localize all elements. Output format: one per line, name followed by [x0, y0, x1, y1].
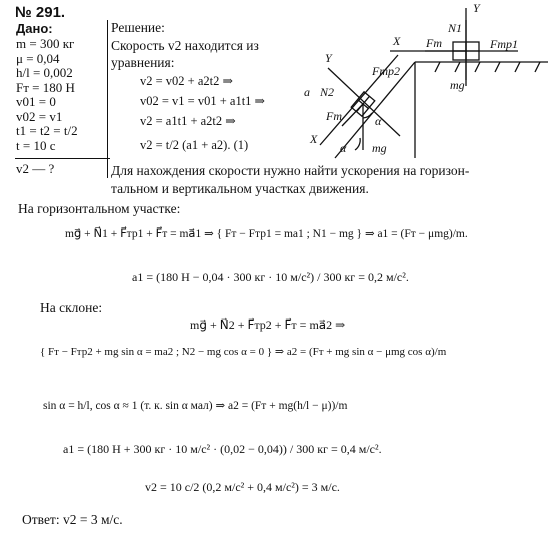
label-y-slope: Y — [325, 51, 332, 65]
label-ftr1: Fтр1 — [490, 37, 518, 51]
answer: Ответ: v2 = 3 м/с. — [22, 512, 123, 527]
label-mg-top: mg — [450, 78, 465, 92]
label-x-slope: X — [310, 132, 318, 146]
given-item: m = 300 кг — [16, 36, 75, 51]
given-item: Fт = 180 Н — [16, 79, 75, 95]
label-n2: N2 — [320, 85, 335, 99]
given-item: h/l = 0,002 — [16, 65, 73, 80]
equation-1: v2 = v02 + a2t2 ⇒ — [140, 74, 233, 88]
label-alpha-2: α — [340, 141, 347, 155]
force-diagram — [290, 0, 550, 160]
slope-equation-4: a1 = (180 Н + 300 кг · 10 м/с² · (0,02 − 0,04)) / 300 кг = 0,4 м/с². — [63, 442, 382, 456]
given-separator — [107, 20, 108, 178]
horizontal-equation-1: mg⃗ + N⃗1 + F⃗тр1 + F⃗т = ma⃗1 ⇒ { Fт − Fтр1 = ma1 ; N1 − mg } ⇒ a1 = (Fт − μmg)/m. — [65, 228, 468, 240]
label-ftr2: Fтр2 — [372, 64, 400, 78]
equation-4: v2 = t/2 (a1 + a2). (1) — [140, 138, 249, 152]
given-list — [16, 37, 78, 153]
label-mg-slope: mg — [372, 141, 387, 155]
solution-intro-1: Скорость v2 находится из — [111, 38, 259, 53]
slope-equation-1: mg⃗ + N⃗2 + F⃗тр2 + F⃗т = ma⃗2 ⇒ — [190, 318, 346, 332]
label-x-top: X — [393, 34, 401, 48]
label-alpha-1: α — [375, 114, 382, 128]
slope-equation-5: v2 = 10 с/2 (0,2 м/с² + 0,4 м/с²) = 3 м/с. — [145, 480, 340, 494]
given-item: μ = 0,04 — [16, 50, 60, 66]
equation-2: v02 = v1 = v01 + a1t1 ⇒ — [140, 94, 266, 108]
given-item: t = 10 с — [16, 137, 56, 153]
solution-header: Решение: — [111, 20, 165, 35]
paragraph-line-1: Для нахождения скорости нужно найти ускорения на горизон- — [111, 163, 470, 178]
horizontal-label: На горизонтальном участке: — [18, 201, 181, 216]
label-n1: N1 — [448, 21, 463, 35]
find-value: v2 — ? — [16, 161, 55, 176]
label-ft-top: Fт — [426, 36, 442, 50]
equation-3: v2 = a1t1 + a2t2 ⇒ — [140, 114, 236, 128]
problem-number: № 291. — [15, 4, 66, 21]
given-divider — [15, 158, 110, 159]
given-header: Дано: — [16, 21, 53, 36]
horizontal-equation-2: a1 = (180 Н − 0,04 · 300 кг · 10 м/с²) / 300 кг = 0,2 м/с². — [132, 270, 409, 284]
given-item: v01 = 0 — [16, 94, 56, 109]
slope-label: На склоне: — [40, 300, 103, 315]
label-y-top: Y — [473, 1, 480, 15]
label-a: a — [304, 85, 310, 99]
solution-intro-2: уравнения: — [111, 55, 175, 70]
paragraph-line-2: тальном и вертикальном участках движения. — [111, 181, 369, 196]
label-ft-slope: Fт — [326, 109, 342, 123]
given-item: t1 = t2 = t/2 — [16, 123, 78, 138]
given-item: v02 = v1 — [16, 108, 63, 124]
slope-equation-2: { Fт − Fтр2 + mg sin α = ma2 ; N2 − mg cos α = 0 } ⇒ a2 = (Fт + mg sin α − μmg cos α)/m — [40, 346, 447, 358]
slope-equation-3: sin α = h/l, cos α ≈ 1 (т. к. sin α мал) ⇒ a2 = (Fт + mg(h/l − μ))/m — [43, 400, 348, 412]
